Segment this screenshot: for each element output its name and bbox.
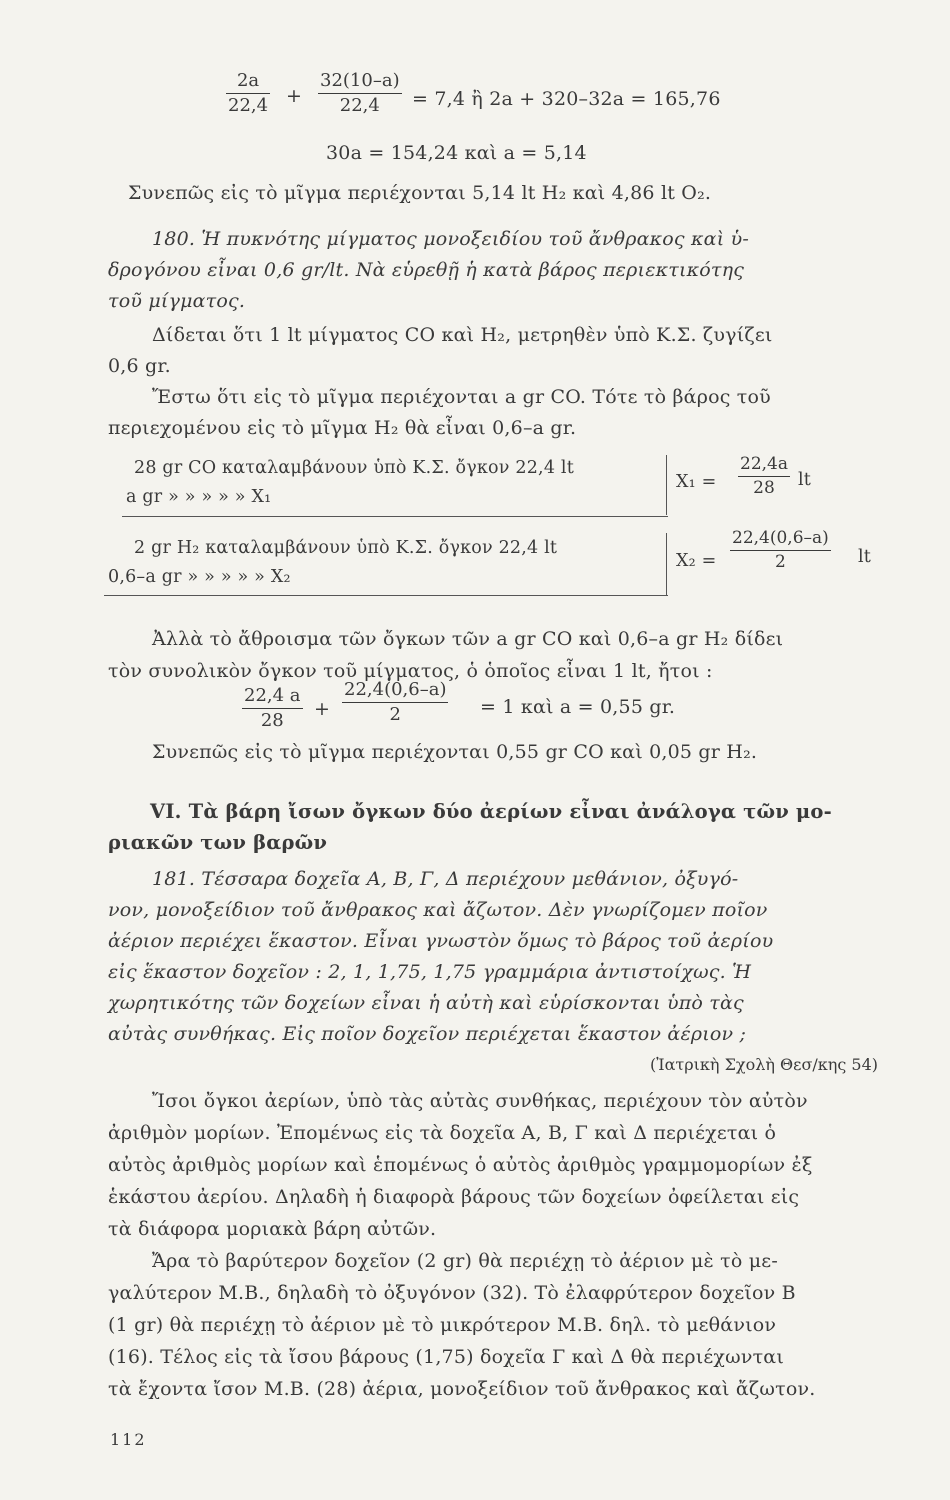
answer-181-line-7: γαλύτερον M.B., δηλαδὴ τὸ ὀξυγόνον (32). Τὸ ἐλαφρύτερον δοχεῖον B [108,1282,796,1304]
conclusion-line: Συνεπῶς εἰς τὸ μῖγμα περιέχονται 5,14 lt H₂ καὶ 4,86 lt O₂. [128,182,712,204]
denominator: 22,4 [228,95,269,116]
fraction-bar [342,702,448,703]
answer-181-line-8: (1 gr) θὰ περιέχῃ τὸ ἀέριον μὲ τὸ μικρότερον M.B. δηλ. τὸ μεθάνιον [108,1314,777,1336]
solution-180-line-4: περιεχομένου εἰς τὸ μῖγμα H₂ θὰ εἶναι 0,6–a gr. [108,417,577,439]
fraction-bar [226,93,270,94]
problem-180-line-3: τοῦ μίγματος. [108,290,246,312]
answer-181-line-5: τὰ διάφορα μοριακὰ βάρη αὐτῶν. [108,1218,437,1240]
fraction-2a-over-22-4 [226,72,270,115]
solution-180-line-3: Ἔστω ὅτι εἰς τὸ μῖγμα περιέχονται a gr CO. Τότε τὸ βάρος τοῦ [152,386,771,408]
denominator: 28 [753,478,775,498]
table-rule-1 [122,516,668,517]
solution-180-line-1: Δίδεται ὅτι 1 lt μίγματος CO καὶ H₂, μετρηθὲν ὑπὸ Κ.Σ. ζυγίζει [152,324,773,346]
section-vi-heading-line-1: VI. Τὰ βάρη ἴσων ὄγκων δύο ἀερίων εἶναι ἀνάλογα τῶν μο- [150,800,832,823]
numerator: 22,4a [740,454,788,474]
fraction-bar [318,93,402,94]
problem-180-line-2: δρογόνου εἶναι 0,6 gr/lt. Νὰ εὑρεθῇ ἡ κατὰ βάρος περιεκτικότης [108,259,745,281]
numerator: 2a [236,70,260,91]
fraction-bar [738,476,790,477]
denominator: 2 [389,704,401,725]
table-row-2b: 0,6–a gr » » » » » X₂ [108,567,291,587]
plus-sign: + [314,698,331,720]
problem-181-line-3: ἀέριον περιέχει ἕκαστον. Εἶναι γνωστὸν ὅμως τὸ βάρος τοῦ ἀερίου [108,930,774,952]
table-row-2a: 2 gr H₂ καταλαμβάνουν ὑπὸ Κ.Σ. ὄγκον 22,4 lt [134,538,558,558]
result-x1-fraction [738,456,790,497]
answer-181-line-3: αὐτὸς ἀριθμὸς μορίων καὶ ἑπομένως ὁ αὐτὸς ἀριθμὸς γραμμομορίων ἐξ [108,1154,813,1176]
numerator: 22,4 a [244,685,301,706]
fraction-bar [730,550,831,551]
table-divider [666,533,667,595]
problem-181-line-5: χωρητικότης τῶν δοχείων εἶναι ἡ αὐτὴ καὶ εὑρίσκονται ὑπὸ τὰς [108,992,744,1014]
answer-181-line-2: ἀριθμὸν μορίων. Ἐπομένως εἰς τὰ δοχεῖα A, B, Γ καὶ Δ περιέχεται ὁ [108,1122,777,1144]
result-x1-lhs: X₁ = [676,472,717,492]
result-x2-unit: lt [858,547,872,567]
section-vi-heading-line-2: ριακῶν των βαρῶν [108,831,328,854]
solution-180-line-2: 0,6 gr. [108,355,171,377]
numerator: 22,4(0,6–a) [344,679,447,700]
sum-conclusion: Συνεπῶς εἰς τὸ μῖγμα περιέχονται 0,55 gr CO καὶ 0,05 gr H₂. [152,741,758,763]
result-x1-unit: lt [798,470,812,490]
answer-181-line-6: Ἄρα τὸ βαρύτερον δοχεῖον (2 gr) θὰ περιέχῃ τὸ ἀέριον μὲ τὸ με- [152,1250,778,1272]
problem-180-line-1: 180. Ἡ πυκνότης μίγματος μονοξειδίου τοῦ ἄνθρακος καὶ ὑ- [152,228,749,250]
result-x2-fraction [730,530,831,571]
problem-181-source: (Ἰατρικὴ Σχολὴ Θεσ/κης 54) [650,1055,878,1074]
table-row-1a: 28 gr CO καταλαμβάνουν ὑπὸ Κ.Σ. ὄγκον 22,4 lt [134,458,574,478]
table-divider [666,455,667,515]
answer-181-line-1: Ἴσοι ὄγκοι ἀερίων, ὑπὸ τὰς αὐτὰς συνθήκας, περιέχουν τὸν αὐτὸν [152,1090,808,1112]
numerator: 22,4(0,6–a) [732,528,829,548]
answer-181-line-10: τὰ ἔχοντα ἴσον M.B. (28) ἀέρια, μονοξείδιον τοῦ ἄνθρακος καὶ ἄζωτον. [108,1378,816,1400]
problem-181-line-1: 181. Τέσσαρα δοχεῖα A, B, Γ, Δ περιέχουν μεθάνιον, ὀξυγό- [152,868,739,890]
denominator: 2 [774,552,786,572]
problem-181-line-6: αὐτὰς συνθήκας. Εἰς ποῖον δοχεῖον περιέχεται ἕκαστον ἀέριον ; [108,1023,747,1045]
answer-181-line-9: (16). Τέλος εἰς τὰ ἴσου βάρους (1,75) δοχεῖα Γ καὶ Δ θὰ περιέχωνται [108,1346,784,1368]
problem-181-line-2: νον, μονοξείδιον τοῦ ἄνθρακος καὶ ἄζωτον. Δὲν γνωρίζομεν ποῖον [108,899,768,921]
equation-line-2: 30a = 154,24 καὶ a = 5,14 [326,142,587,164]
result-x2-lhs: X₂ = [676,551,717,571]
sum-fraction-2 [342,681,448,724]
denominator: 28 [260,710,284,731]
sum-fraction-1 [242,687,303,730]
denominator: 22,4 [339,95,380,116]
table-row-1b: a gr » » » » » X₁ [126,487,272,507]
answer-181-line-4: ἑκάστου ἀερίου. Δηλαδὴ ἡ διαφορὰ βάρους τῶν δοχείων ὀφείλεται εἰς [108,1186,800,1208]
page-number: 112 [110,1430,147,1449]
numerator: 32(10–a) [320,70,400,91]
sum-line-2: τὸν συνολικὸν ὄγκον τοῦ μίγματος, ὁ ὁποῖος εἶναι 1 lt, ἤτοι : [108,660,713,682]
table-rule-2 [104,595,668,596]
plus-sign: + [286,85,303,107]
fraction-bar [242,708,303,709]
sum-rhs: = 1 καὶ a = 0,55 gr. [480,696,676,718]
equation-rhs: = 7,4 ἢ 2a + 320–32a = 165,76 [412,88,721,110]
sum-line-1: Ἀλλὰ τὸ ἄθροισμα τῶν ὄγκων τῶν a gr CO καὶ 0,6–a gr H₂ δίδει [152,628,784,650]
fraction-32-10-a [318,72,402,115]
problem-181-line-4: εἰς ἕκαστον δοχεῖον : 2, 1, 1,75, 1,75 γραμμάρια ἀντιστοίχως. Ἡ [108,961,752,983]
